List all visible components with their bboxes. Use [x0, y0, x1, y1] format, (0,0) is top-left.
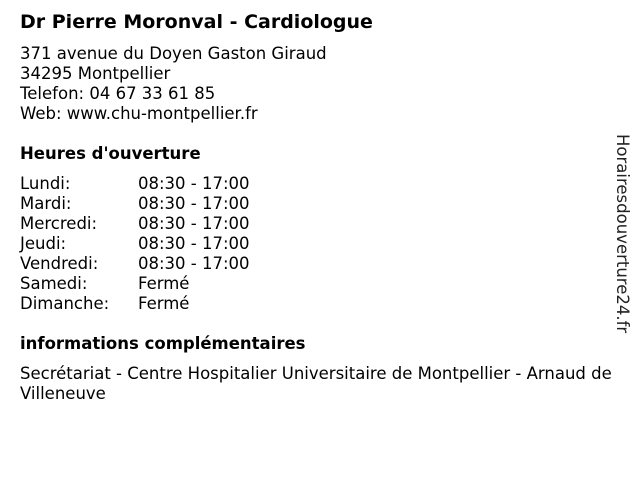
hours-day: Mercredi:: [20, 214, 98, 233]
hours-time: 08:30 - 17:00: [138, 194, 250, 213]
hours-row-tuesday: [20, 194, 320, 214]
address-city: 34295 Montpellier: [20, 64, 171, 83]
hours-row-saturday: [20, 274, 320, 294]
hours-time: Fermé: [138, 294, 190, 313]
hours-heading: Heures d'ouverture: [20, 144, 201, 163]
hours-day: Dimanche:: [20, 294, 110, 313]
hours-day: Vendredi:: [20, 254, 99, 273]
hours-day: Jeudi:: [20, 234, 67, 253]
address-street: 371 avenue du Doyen Gaston Giraud: [20, 44, 327, 63]
hours-day: Samedi:: [20, 274, 88, 293]
info-heading: informations complémentaires: [20, 334, 306, 353]
hours-time: 08:30 - 17:00: [138, 214, 250, 233]
hours-day: Lundi:: [20, 174, 71, 193]
hours-time: 08:30 - 17:00: [138, 254, 250, 273]
info-text: Secrétariat - Centre Hospitalier Universitaire de Montpellier - Arnaud de Villeneuve: [20, 364, 612, 403]
website: Web: www.chu-montpellier.fr: [20, 104, 258, 123]
hours-row-friday: [20, 254, 320, 274]
hours-time: 08:30 - 17:00: [138, 174, 250, 193]
phone-number: Telefon: 04 67 33 61 85: [20, 84, 216, 103]
hours-day: Mardi:: [20, 194, 72, 213]
hours-row-wednesday: [20, 214, 320, 234]
hours-row-monday: [20, 174, 320, 194]
page-title: Dr Pierre Moronval - Cardiologue: [20, 11, 373, 33]
hours-row-sunday: [20, 294, 320, 314]
hours-time: Fermé: [138, 274, 190, 293]
site-watermark: Horairesdouverture24.fr: [613, 134, 632, 334]
hours-time: 08:30 - 17:00: [138, 234, 250, 253]
hours-row-thursday: [20, 234, 320, 254]
